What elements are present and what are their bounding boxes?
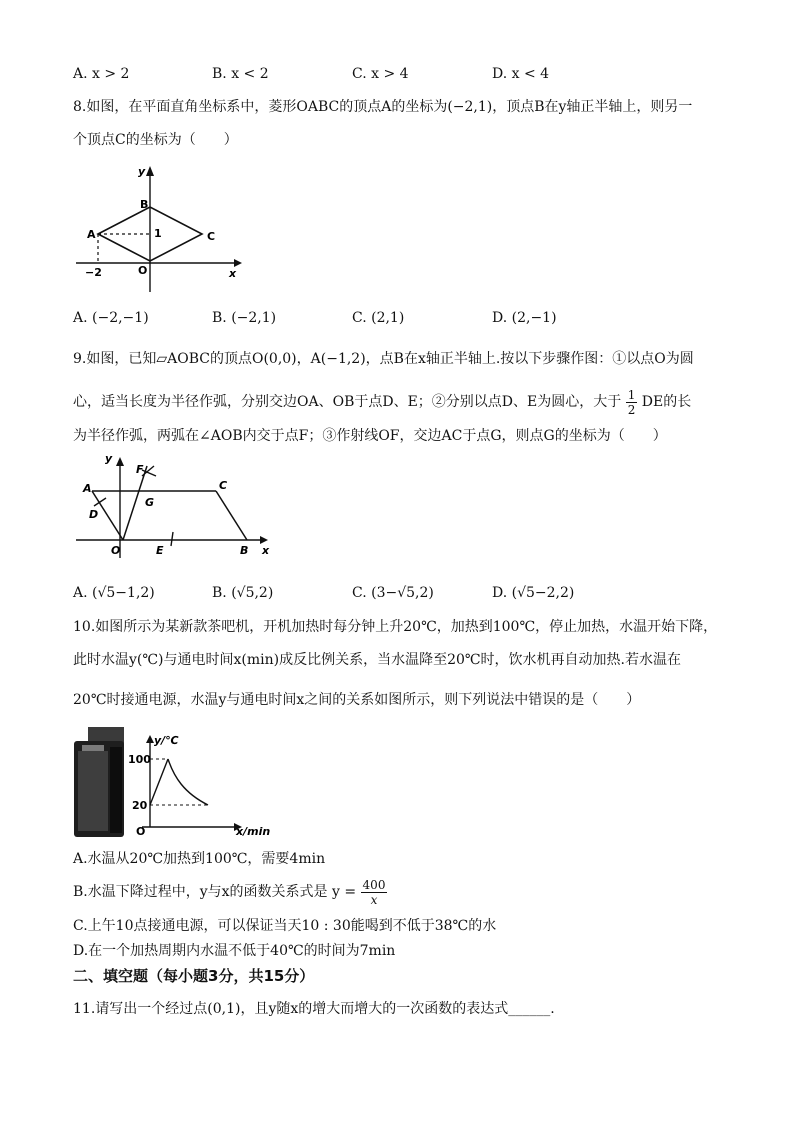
q9-frac-den: 2: [627, 402, 636, 417]
q9-stem-line2-a: 心，适当长度为半径作弧，分别交边OA、OB于点D、E；②分别以点D、E为圆心，大于: [73, 394, 622, 410]
q9-option-b: B. (√5,2): [212, 585, 274, 601]
q10-label-o: O: [136, 825, 146, 838]
q10-option-a: A.水温从20℃加热到100℃，需要4min: [73, 851, 326, 867]
q8-label-y: y: [138, 165, 146, 178]
q10-option-b-fraction: [361, 878, 388, 907]
q9-frac-num: 1: [627, 387, 636, 402]
q8-label-b: B: [140, 198, 149, 211]
q9-label-e: E: [156, 544, 164, 557]
q10-cooling-curve: [168, 759, 208, 805]
q9-label-c: C: [219, 479, 228, 492]
q8-stem-line1: 8.如图，在平面直角坐标系中，菱形OABC的顶点A的坐标为(−2,1)，顶点B在y轴正半轴上，则另一: [73, 99, 693, 115]
q9-label-b: B: [240, 544, 249, 557]
q10-option-c: C.上午10点接通电源，可以保证当天10 : 30能喝到不低于38℃的水: [73, 918, 497, 934]
q11-text: 11.请写出一个经过点(0,1)，且y随x的增大而增大的一次函数的表达式______.: [73, 1001, 555, 1017]
q9-label-a: A: [83, 482, 92, 495]
q9-side-cb: [216, 491, 247, 540]
q9-label-y: y: [105, 452, 113, 465]
q9-label-d: D: [89, 508, 99, 521]
q9-label-x: x: [262, 544, 270, 557]
q9-ray-of: [123, 466, 147, 540]
machine-side: [110, 747, 122, 833]
q8-option-d: D. (2,−1): [492, 310, 557, 326]
q10-y-arrow-icon: [146, 735, 154, 743]
q10-frac-den: x: [370, 892, 378, 907]
q10-heating-line: [150, 759, 168, 805]
q9-option-c: C. (3−√5,2): [352, 585, 434, 601]
q7-option-b: B. x < 2: [212, 66, 269, 82]
machine-top-strip: [82, 745, 104, 751]
q8-x-arrow-icon: [234, 259, 242, 267]
q10-stem-line1: 10.如图所示为某新款茶吧机，开机加热时每分钟上升20℃，加热到100℃，停止加热，水温开始下降，: [73, 619, 718, 635]
q10-label-x: x/min: [236, 825, 271, 838]
q10-label-100: 100: [128, 753, 151, 766]
q10-option-b-text: B.水温下降过程中，y与x的函数关系式是 y =: [73, 884, 357, 900]
q8-label-neg2: −2: [85, 266, 102, 279]
q10-temperature-graph: [128, 733, 278, 839]
q10-frac-num: 400: [362, 877, 386, 892]
q10-option-d: D.在一个加热周期内水温不低于40℃的时间为7min: [73, 943, 396, 959]
q10-stem-line3: 20℃时接通电源，水温y与通电时间x之间的关系如图所示，则下列说法中错误的是（ ）: [73, 692, 641, 708]
section-heading-fill-in: 二、填空题（每小题3分，共15分）: [73, 967, 315, 985]
q10-stem-line2: 此时水温y(℃)与通电时间x(min)成反比例关系，当水温降至20℃时，饮水机再自动加热.若水温在: [73, 652, 682, 668]
q8-rhombus-figure: [72, 160, 252, 295]
q9-label-o: O: [111, 544, 121, 557]
q8-label-x: x: [229, 267, 237, 280]
q9-stem-line2: [73, 386, 691, 418]
q8-label-c: C: [207, 230, 216, 243]
q9-option-a: A. (√5−1,2): [73, 585, 155, 601]
q8-label-one: 1: [154, 227, 162, 240]
q9-label-g: G: [145, 496, 155, 509]
q9-stem-line3: 为半径作弧，两弧在∠AOB内交于点F；③作射线OF，交边AC于点G，则点G的坐标为（ ）: [73, 428, 667, 444]
q10-label-y: y/℃: [154, 734, 179, 747]
q7-option-a: A. x > 2: [73, 66, 130, 82]
q8-label-a: A: [87, 228, 96, 241]
q9-y-arrow-icon: [116, 457, 124, 466]
q9-arc-mark-e: [171, 532, 173, 546]
q8-option-c: C. (2,1): [352, 310, 405, 326]
q8-stem-line2: 个顶点C的坐标为（ ）: [73, 132, 238, 148]
q10-label-20: 20: [132, 799, 148, 812]
tea-machine-image: [72, 727, 128, 839]
q8-y-arrow-icon: [146, 166, 154, 176]
q8-option-a: A. (−2,−1): [73, 310, 149, 326]
q9-fraction: [626, 388, 638, 417]
q9-parallelogram-figure: [72, 452, 282, 560]
q9-x-arrow-icon: [260, 536, 268, 544]
q9-stem-line2-b: DE的长: [641, 394, 692, 410]
q8-option-b: B. (−2,1): [212, 310, 277, 326]
q10-option-b: [73, 872, 387, 912]
q9-option-d: D. (√5−2,2): [492, 585, 575, 601]
q7-option-c: C. x > 4: [352, 66, 409, 82]
machine-panel: [78, 751, 108, 831]
q8-label-o: O: [138, 264, 148, 277]
q7-option-d: D. x < 4: [492, 66, 550, 82]
q9-label-f: F: [136, 463, 144, 476]
q9-stem-line1: 9.如图，已知▱AOBC的顶点O(0,0)，A(−1,2)，点B在x轴正半轴上.按以下步骤作图：①以点O为圆: [73, 351, 694, 367]
